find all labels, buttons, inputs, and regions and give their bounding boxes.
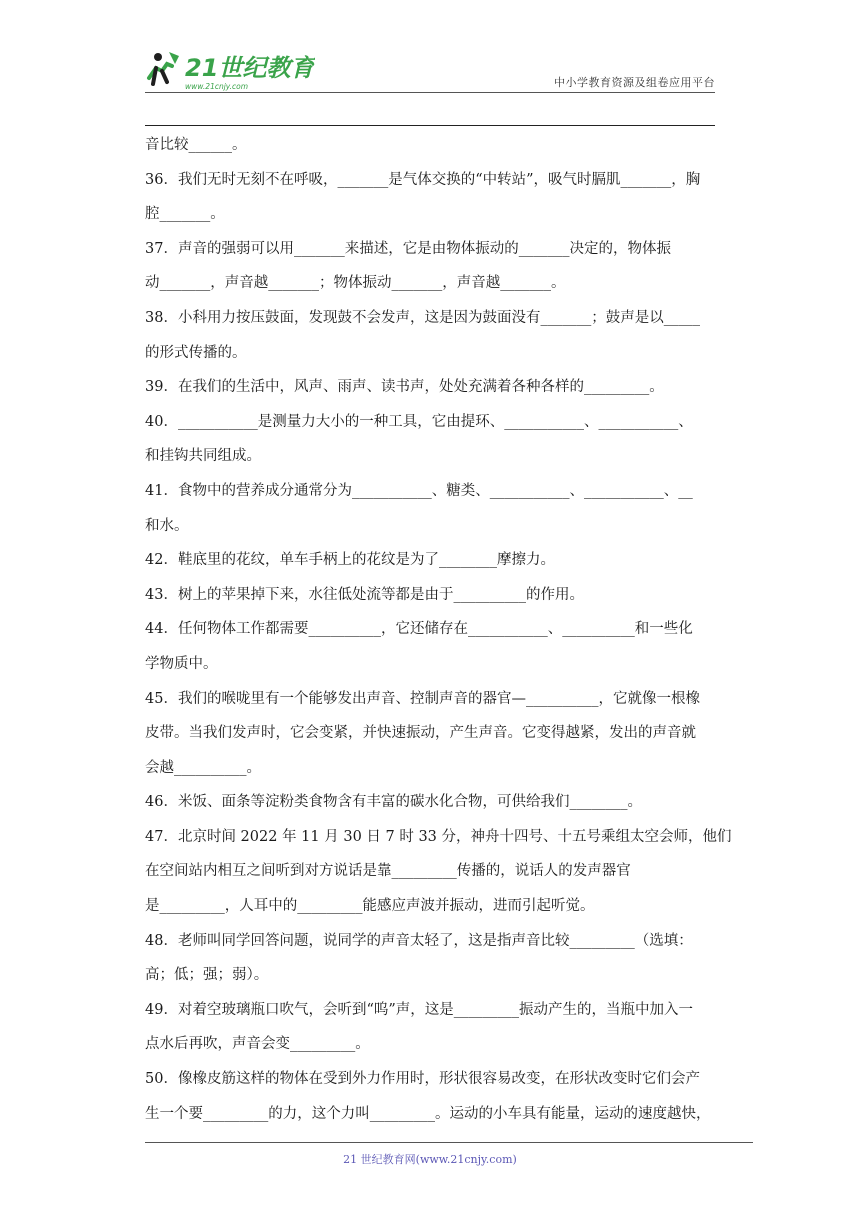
text-line: 36．我们无时无刻不在呼吸，_______是气体交换的“中转站”，吸气时膈肌_______，胸 [145, 171, 701, 188]
text-line: 41．食物中的营养成分通常分为___________、糖类、___________、___________、__ [145, 482, 693, 499]
runner-icon [149, 52, 179, 84]
text-line: 38．小科用力按压鼓面，发现鼓不会发声，这是因为鼓面没有_______；鼓声是以_____ [145, 309, 700, 326]
text-line: 动_______，声音越_______；物体振动_______，声音越_______。 [145, 275, 566, 292]
text-line: 高；低；强；弱）。 [145, 967, 269, 984]
text-line: 40．___________是测量力大小的一种工具，它由提环、___________、___________、 [145, 413, 693, 430]
text-line: 是_________，人耳中的_________能感应声波并振动，进而引起听觉。 [145, 898, 595, 915]
text-line: 49．对着空玻璃瓶口吹气，会听到“呜”声，这是_________振动产生的，当瓶中加入一 [145, 1001, 694, 1018]
text-line: 学物质中。 [145, 655, 218, 672]
text-line: 和水。 [145, 517, 189, 534]
text-line: 37．声音的强弱可以用_______来描述，它是由物体振动的_______决定的，物体振 [145, 240, 671, 257]
page-header [145, 40, 715, 92]
header-divider [145, 92, 715, 93]
text-line: 44．任何物体工作都需要__________，它还储存在___________、__________和一些化 [145, 621, 693, 638]
content-top-divider [145, 125, 715, 126]
question-text [145, 128, 732, 1131]
logo [145, 48, 315, 92]
text-line: 48．老师叫同学回答问题，说同学的声音太轻了，这是指声音比较_________（选填： [145, 932, 693, 949]
logo-url: www.21cnjy.com [185, 82, 249, 91]
logo-text: 21世纪教育 [185, 54, 315, 82]
text-line: 43．树上的苹果掉下来，水往低处流等都是由于__________的作用。 [145, 586, 584, 603]
text-line: 腔_______。 [145, 206, 225, 223]
site-name: 中小学教育资源及组卷应用平台 [554, 76, 715, 89]
text-line: 39．在我们的生活中，风声、雨声、读书声，处处充满着各种各样的_________。 [145, 379, 664, 396]
text-line: 皮带。当我们发声时，它会变紧，并快速振动，产生声音。它变得越紧，发出的声音就 [145, 725, 696, 742]
text-line: 点水后再吹，声音会变_________。 [145, 1036, 370, 1053]
text-line: 42．鞋底里的花纹，单车手柄上的花纹是为了________摩擦力。 [145, 552, 555, 569]
footer-link[interactable]: 21 世纪教育网(www.21cnjy.com) [343, 1153, 517, 1166]
text-line: 的形式传播的。 [145, 344, 247, 361]
text-line: 音比较______。 [145, 137, 247, 153]
text-line: 46．米饭、面条等淀粉类食物含有丰富的碳水化合物，可供给我们________。 [145, 794, 642, 811]
text-line: 45．我们的喉咙里有一个能够发出声音、控制声音的器官—__________，它就像一根橡 [145, 690, 700, 707]
text-line: 47．北京时间 2022 年 11 月 30 日 7 时 33 分，神舟十四号、十五号乘组太空会师，他们 [145, 828, 732, 845]
text-line: 会越__________。 [145, 759, 261, 776]
text-line: 在空间站内相互之间听到对方说话是靠_________传播的，说话人的发声器官 [145, 863, 631, 880]
text-line: 50．像橡皮筋这样的物体在受到外力作用时，形状很容易改变，在形状改变时它们会产 [145, 1071, 700, 1088]
text-line: 生一个要_________的力，这个力叫_________。运动的小车具有能量，运动的速度越快， [145, 1105, 711, 1122]
footer-divider [145, 1142, 753, 1143]
text-line: 和挂钩共同组成。 [145, 448, 261, 465]
